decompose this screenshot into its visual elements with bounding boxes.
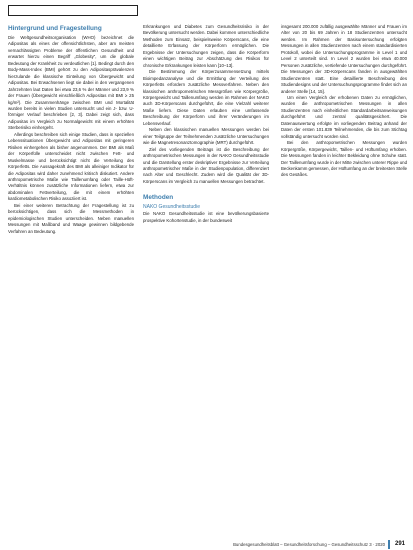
paragraph: Die NAKO Gesundheitsstudie ist eine bevölkerungsbasierte prospektive Kohortenstudie, in der bundesweit — [143, 211, 269, 223]
page-footer — [0, 539, 413, 550]
text-column-middle — [143, 24, 269, 224]
text-column-left — [8, 24, 134, 235]
paragraph: Um einen Vergleich der erhobenen Daten zu ermöglichen, wurden die anthropometrischen Messungen in allen Studienzentren nach einheitlichen Standardarbeitsanweisungen durchgeführt und zentral qualitätsgesichert. Die Datenauswertung erfolgte im vorliegenden Beitrag anhand der Daten der ersten 101.839 Teilnehmenden, die bis zum Stichtag vollständig untersucht worden sind. — [281, 94, 407, 139]
paragraph: Neben den klassischen manuellen Messungen werden bei einer Teilgruppe der Teilnehmenden zusätzliche Untersuchungen wie die Magnetresonanztomographie (MRT) durchgeführt. — [143, 127, 269, 146]
paragraph: Bei einer weiteren Betrachtung der Fragestellung ist zu berücksichtigen, dass sich die Messmethoden in epidemiologischen Studien unterscheiden. Neben manuellen Messungen mit Maßband und Waage gewinnen bildgebende Verfahren an Bedeutung. — [8, 202, 134, 234]
paragraph: Erkrankungen und Diabetes zum Gesundheitsrisiko in der Bevölkerung untersucht werden. Dabei kommen unterschiedliche Methoden zum Einsatz, beispielsweise Körperscans, die eine detaillierte Erfassung der Körperform ermöglichen. Die Ergebnisse der Untersuchungen zeigen, dass die Körperform einen wichtigen Beitrag zur Abschätzung des Risikos für chronische Erkrankungen leisten kann [10–13]. — [143, 24, 269, 68]
section-heading-methods: Methoden — [143, 194, 174, 202]
journal-citation: Bundesgesundheitsblatt – Gesundheitsforschung – Gesundheitsschutz 3 · 2020 — [233, 542, 385, 547]
top-marker-box — [8, 5, 138, 16]
paragraph: Allerdings beschreiben sich einige Studien, dass in speziellen Lebenssituationen Übergewicht und Adipositas mit geringeren Risiken einhergehen als bisher angenommen. Der BMI als Maß der Körperfülle unterscheidet nicht zwischen Fett- und Muskelmasse und berücksichtigt nicht die Verteilung des Körperfetts. Die Aussagekraft des BMI als alleiniger Indikator für die Adipositas wird daher zunehmend kritisch diskutiert. Andere anthropometrische Maße wie Taillenumfang oder Taille-Hüft-Verhältnis können zusätzliche Informationen liefern, etwa zur abdominalen Fettverteilung, die mit einem erhöhten kardiometabolischen Risiko assoziiert ist. — [8, 131, 134, 202]
page-number: 291 — [394, 541, 405, 547]
footer-divider — [388, 540, 390, 549]
section-heading-background: Hintergrund und Fragestellung — [8, 25, 102, 32]
text-column-right — [281, 24, 407, 179]
paragraph: Ziel des vorliegenden Beitrags ist die Beschreibung der anthropometrischen Messungen in der NAKO Gesundheitsstudie und die Darstellung erster deskriptiver Ergebnisse zur Verteilung anthropometrischer Maße in der Studienpopulation, differenziert nach Alter und Geschlecht. Zudem wird die Qualität der 3D-Körperscans im Vergleich zu manuellen Messungen betrachtet. — [143, 146, 269, 184]
subsection-heading-nako: NAKO Gesundheitsstudie — [143, 204, 200, 211]
paragraph: Die Weltgesundheitsorganisation (WHO) bezeichnet die Adipositas als eines der offensichtlichsten, aber am meisten vernachlässigten Probleme der öffentlichen Gesundheit und erwartet hierzu einen Begriff „Globesity“, um die globale Bedeutung der Krankheit zu verdeutlichen [1]. Bedingt durch den Body-Mass-Index (BMI) gehört zu den Adipositasprävalenzen hierzulande die klassische Einteilung von Übergewicht und Adipositas. Bei Erwachsenen liegt sie dabei in den vergangenen Jahrzehnten laut Daten bei etwa 23,6 % der Männer und 23,9 % der Frauen (Übergewicht einschließlich Adipositas mit BMI ≥ 25 kg/m²). Die Zusammenhänge zwischen BMI und Mortalität wurden bereits in vielen Studien untersucht und ein J- bzw. U-förmiger Verlauf beschrieben [2, 3]. Dabei zeigt sich, dass Adipositas im Vergleich zu Normalgewicht mit einem erhöhten Sterberisiko einhergeht. — [8, 35, 134, 131]
paragraph: insgesamt 200.000 zufällig ausgewählte Männer und Frauen im Alter von 20 bis 69 Jahren in 18 Studienzentren untersucht werden. Im Rahmen der Basisuntersuchung erfolgten Messungen in allen Studienzentren nach einem standardisierten Protokoll, wobei die Untersuchungsprogramme in Level 1 und Level 2 unterteilt sind. In Level 2 wurden bei etwa 40.000 Personen zusätzliche, vertiefende Untersuchungen durchgeführt. Die Messungen der 3D-Körperscans fanden in ausgewählten Studienzentren statt. Eine detaillierte Beschreibung des Studiendesigns und der Untersuchungsprogramme findet sich an anderer Stelle [14, 15]. — [281, 24, 407, 94]
paragraph: Bei den anthropometrischen Messungen wurden Körpergröße, Körpergewicht, Taillen- und Hüftumfang erhoben. Die Messungen fanden in leichter Bekleidung ohne Schuhe statt. Der Taillenumfang wurde in der Mitte zwischen unterer Rippe und Beckenkamm gemessen, der Hüftumfang an der breitesten Stelle des Gesäßes. — [281, 140, 407, 178]
paragraph: Die Bestimmung der Körperzusammensetzung mittels Bioimpedanzanalyse und die Ermittlung der Verteilung des Körperfetts erfordern zusätzliche Messverfahren. Neben den klassischen anthropometrischen Messgrößen wie Körpergröße, Körpergewicht und Taillenumfang werden im Rahmen der NAKO auch 3D-Körperscans durchgeführt, die eine Vielzahl weiterer Maße liefern. Diese Daten erlauben eine umfassende Beschreibung der Körperform und ihrer Veränderungen im Lebensverlauf. — [143, 69, 269, 126]
